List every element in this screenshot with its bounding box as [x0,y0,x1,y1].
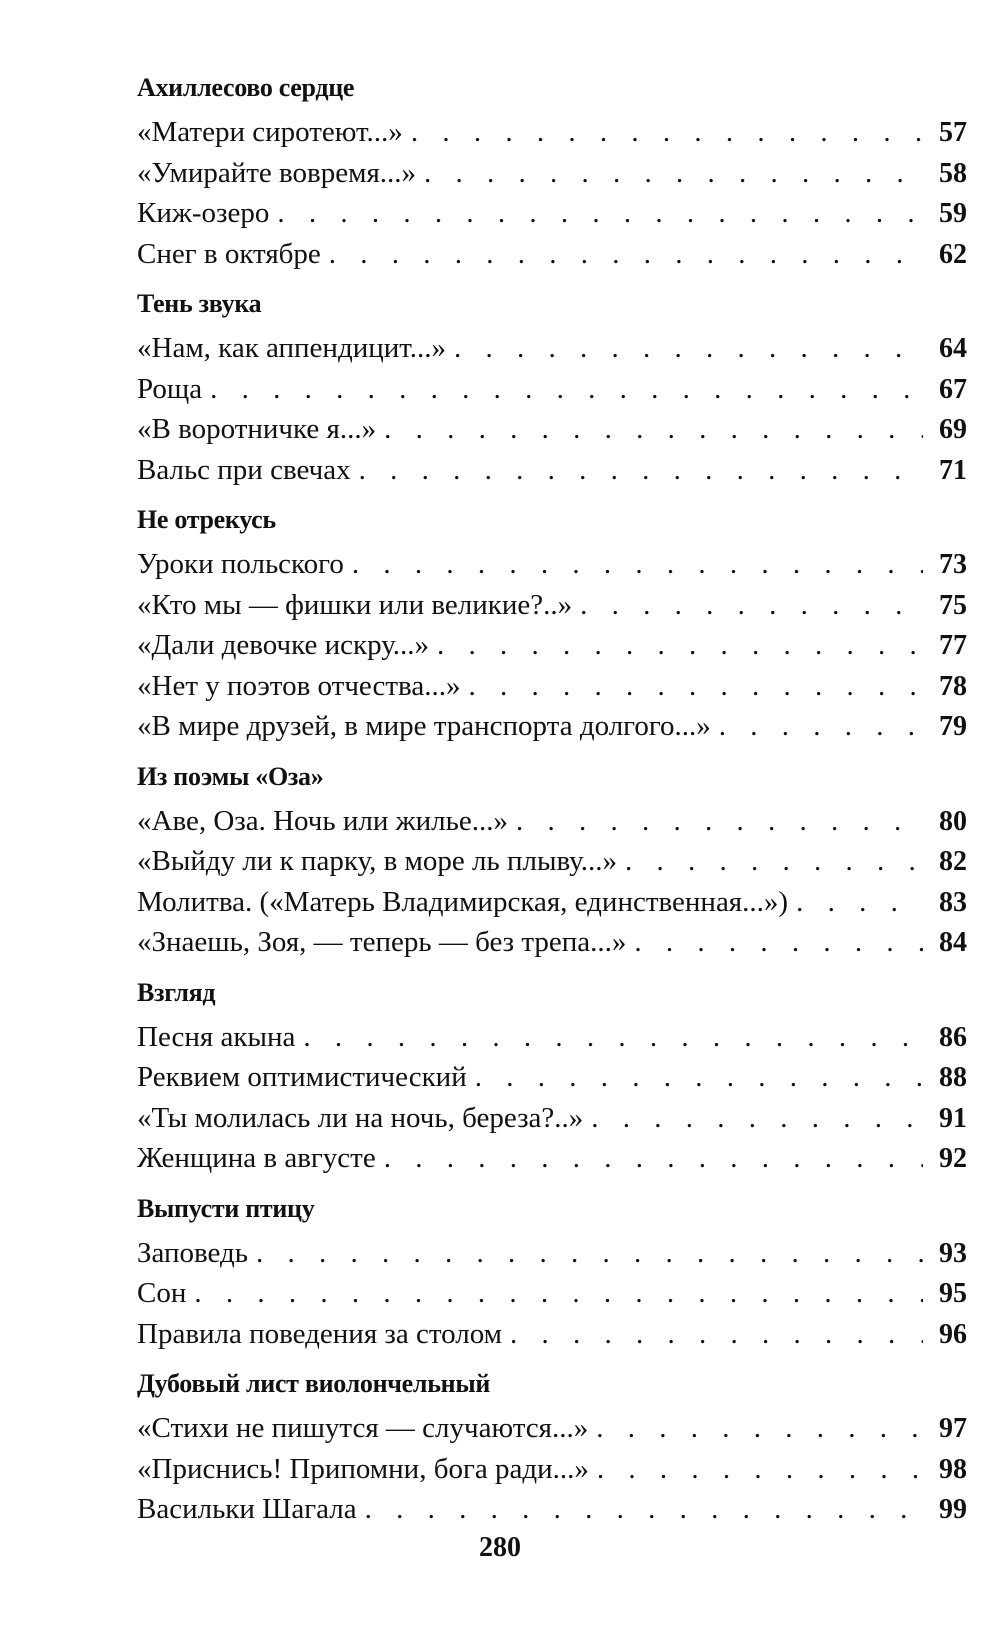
entry-page: 73 [939,549,967,580]
entry-page: 95 [939,1278,967,1309]
entry-title: Правила поведения за столом [137,1317,503,1350]
dot-leader [596,1408,923,1449]
entry-page: 62 [939,238,967,270]
entry-page: 80 [939,805,967,837]
dot-leader [516,801,923,842]
entry-page: 59 [939,198,967,229]
entry-title: Вальс при свечах [137,453,351,486]
toc-entry [137,193,967,234]
entry-title: «Матери сиротеют...» [137,116,403,148]
dot-leader [194,1273,923,1314]
dot-leader [719,706,923,747]
entry-title: «В мире друзей, в мире транспорта долгого...» [137,710,711,742]
toc-entry [137,1408,967,1449]
dot-leader [424,153,923,194]
section-title: Из поэмы «Оза» [137,761,324,791]
entry-title: Васильки Шагала [137,1493,357,1525]
toc-entry [137,1273,967,1314]
section-title: Тень звука [137,289,262,318]
entry-title: «Нам, как аппендицит...» [137,332,447,364]
toc-entry [137,882,967,923]
entry-page: 57 [939,117,967,148]
entry-page: 98 [939,1453,967,1485]
dot-leader [352,544,923,585]
dot-leader [510,1314,923,1355]
toc-entry [137,1489,967,1530]
toc-entry [137,1314,967,1355]
toc-section [137,502,967,747]
dot-leader [365,1489,923,1530]
entry-page: 71 [939,454,967,486]
entry-title: «Знаешь, Зоя, — теперь — без трепа...» [137,926,627,958]
dot-leader [597,1449,923,1490]
dot-leader [303,1017,923,1058]
entry-page: 78 [939,670,967,702]
toc-entry [137,706,967,747]
entry-page: 83 [939,886,967,918]
dot-leader [359,450,923,491]
entry-title: «Аве, Оза. Ночь или жилье...» [137,804,508,837]
section-title: Ахиллесово сердце [137,73,355,102]
entry-page: 96 [939,1318,967,1350]
toc-entry [137,1098,967,1139]
toc-entry [137,112,967,153]
toc-entry [137,1057,967,1098]
toc-entry [137,328,967,369]
entry-title: «Ты молилась ли на ночь, береза?..» [137,1101,584,1134]
entry-page: 84 [939,927,967,958]
entry-title: «Приснись! Припомни, бога ради...» [137,1452,589,1485]
toc-entry [137,409,967,450]
toc-entry [137,450,967,491]
entry-page: 69 [939,414,967,445]
section-title: Выпусти птицу [137,1193,315,1223]
entry-title: «Кто мы — фишки или великие?..» [137,588,573,621]
entry-title: Женщина в августе [137,1142,376,1174]
dot-leader [277,193,923,234]
entry-title: Уроки польского [137,548,344,580]
toc-entry [137,922,967,963]
toc-section [137,759,967,963]
dot-leader [469,666,924,707]
toc-entry [137,1017,967,1058]
entry-title: «Дали девочке искру...» [137,629,430,661]
toc-entry [137,666,967,707]
entry-page: 75 [939,589,967,621]
dot-leader [256,1233,923,1274]
entry-title: «Умирайте вовремя...» [137,156,417,189]
entry-page: 82 [939,846,967,877]
entry-title: «Нет у поэтов отчества...» [137,669,461,702]
toc-entry [137,234,967,275]
toc-entry [137,153,967,194]
entry-title: Киж-озеро [137,197,270,229]
entry-title: «Стихи не пишутся — случаются...» [137,1412,589,1444]
toc-entry [137,544,967,585]
entry-page: 64 [939,333,967,364]
entry-title: Заповедь [137,1236,249,1269]
toc-section [137,286,967,490]
dot-leader [475,1057,923,1098]
toc-section [137,975,967,1179]
entry-page: 91 [939,1102,967,1134]
section-title: Дубовый лист виолончельный [137,1369,491,1398]
entry-page: 99 [939,1494,967,1525]
toc-entry [137,625,967,666]
toc-entry [137,1233,967,1274]
entry-page: 88 [939,1062,967,1093]
entry-page: 97 [939,1413,967,1444]
entry-page: 93 [939,1237,967,1269]
dot-leader [796,882,923,923]
entry-page: 92 [939,1143,967,1174]
entry-title: Сон [137,1277,187,1309]
page-number: 280 [479,1532,521,1563]
toc-entry [137,1138,967,1179]
entry-page: 58 [939,157,967,189]
dot-leader [634,922,923,963]
dot-leader [454,328,923,369]
dot-leader [384,1138,923,1179]
table-of-contents [137,70,967,1542]
entry-title: Роща [137,372,203,405]
entry-title: «Выйду ли к парку, в море ль плыву...» [137,845,617,877]
toc-entry [137,369,967,410]
dot-leader [437,625,923,666]
dot-leader [384,409,923,450]
entry-page: 67 [939,373,967,405]
dot-leader [625,841,923,882]
entry-title: Песня акына [137,1020,296,1053]
toc-section [137,70,967,274]
toc-entry [137,1449,967,1490]
dot-leader [580,585,923,626]
entry-page: 77 [939,630,967,661]
toc-section [137,1366,967,1530]
toc-section [137,1191,967,1355]
toc-entry [137,841,967,882]
toc-entry [137,801,967,842]
entry-page: 86 [939,1021,967,1053]
toc-entry [137,585,967,626]
entry-title: «В воротничке я...» [137,413,377,445]
section-title: Не отрекусь [137,505,276,534]
dot-leader [210,369,923,410]
entry-title: Молитва. («Матерь Владимирская, единственная...») [137,885,789,918]
entry-title: Снег в октябре [137,237,321,270]
dot-leader [591,1098,923,1139]
entry-page: 79 [939,711,967,742]
dot-leader [329,234,923,275]
entry-title: Реквием оптимистический [137,1061,467,1093]
section-title: Взгляд [137,977,216,1007]
dot-leader [411,112,923,153]
